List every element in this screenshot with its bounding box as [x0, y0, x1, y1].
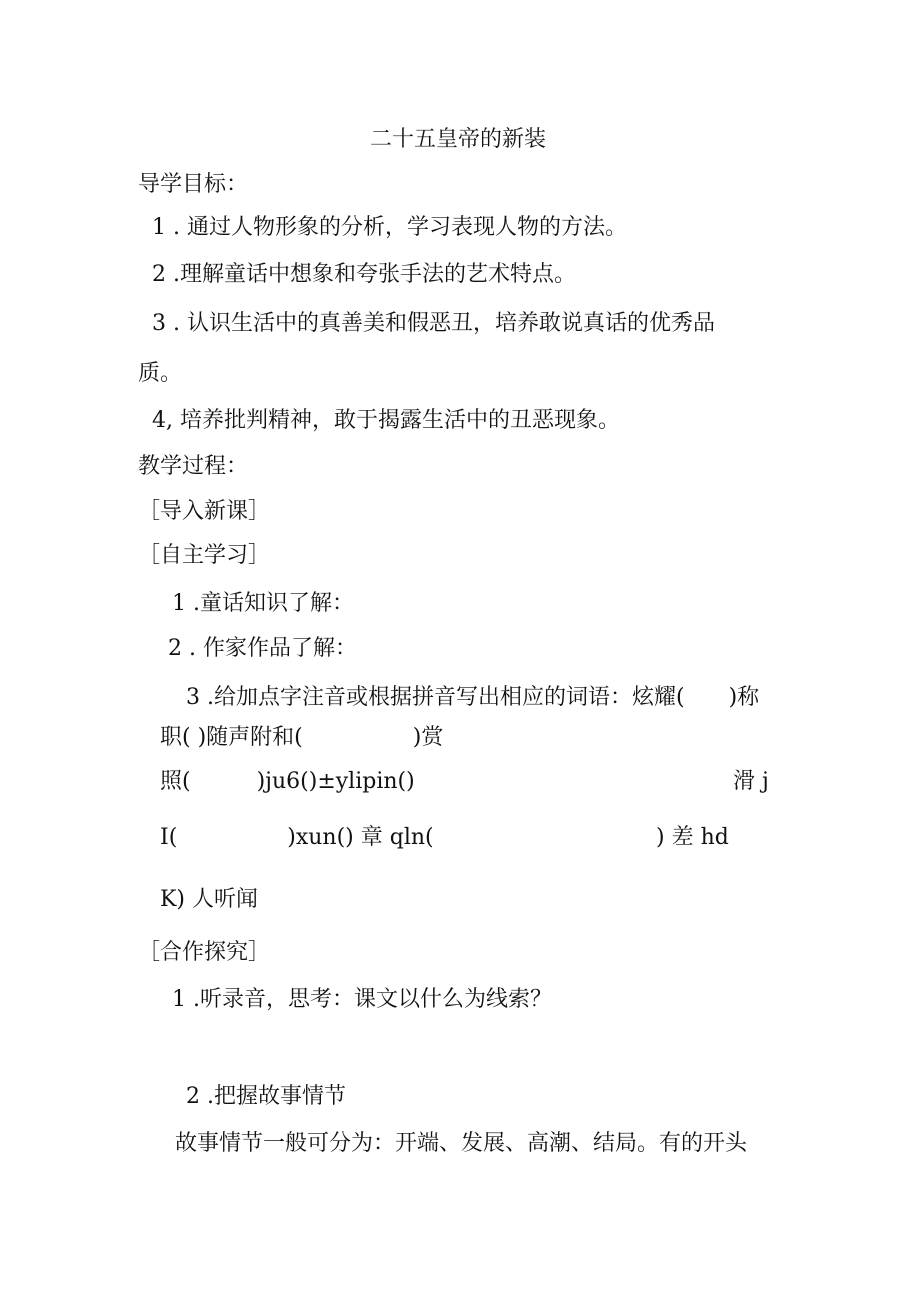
objectives-heading: 导学目标：: [138, 172, 249, 197]
self-study-item-1: 1 .童话知识了解：: [172, 591, 354, 616]
cooperative-item-1: 1 .听录音，思考：课文以什么为线索？: [172, 987, 552, 1012]
section-cooperative-heading: ［合作探究］: [138, 940, 271, 965]
self-study-item-3-line-5: K) 人听闻: [160, 887, 259, 912]
self-study-item-3-line-2: 职( )随声附和( )赏: [160, 725, 444, 750]
document-title: 二十五皇帝的新装: [370, 127, 547, 152]
objective-item-2: 2 .理解童话中想象和夸张手法的艺术特点。: [152, 262, 576, 287]
objective-item-3: 3 . 认识生活中的真善美和假恶丑，培养敢说真话的优秀品: [152, 311, 715, 336]
self-study-item-2: 2 . 作家作品了解：: [168, 636, 357, 661]
process-heading: 教学过程：: [138, 454, 249, 479]
objective-item-1: 1 . 通过人物形象的分析，学习表现人物的方法。: [152, 215, 627, 240]
section-intro-heading: ［导入新课］: [138, 499, 271, 524]
self-study-item-3-line-3-end: 滑 j: [733, 769, 769, 794]
cooperative-item-2: 2 .把握故事情节: [186, 1084, 346, 1109]
self-study-item-3-line-4: I( )xun() 章 qln(: [160, 825, 434, 850]
self-study-item-3-line-1: 3 .给加点字注音或根据拼音写出相应的词语：炫耀( )称: [186, 685, 760, 710]
cooperative-paragraph: 故事情节一般可分为：开端、发展、高潮、结局。有的开头: [175, 1131, 748, 1156]
objective-item-4: 4, 培养批判精神，敢于揭露生活中的丑恶现象。: [152, 408, 620, 433]
self-study-item-3-line-4-end: ) 差 hd: [656, 825, 729, 850]
self-study-item-3-line-3: 照( )ju6()±ylipin(): [160, 769, 415, 794]
section-self-study-heading: ［自主学习］: [138, 543, 271, 568]
objective-item-3-continuation: 质。: [138, 361, 183, 386]
